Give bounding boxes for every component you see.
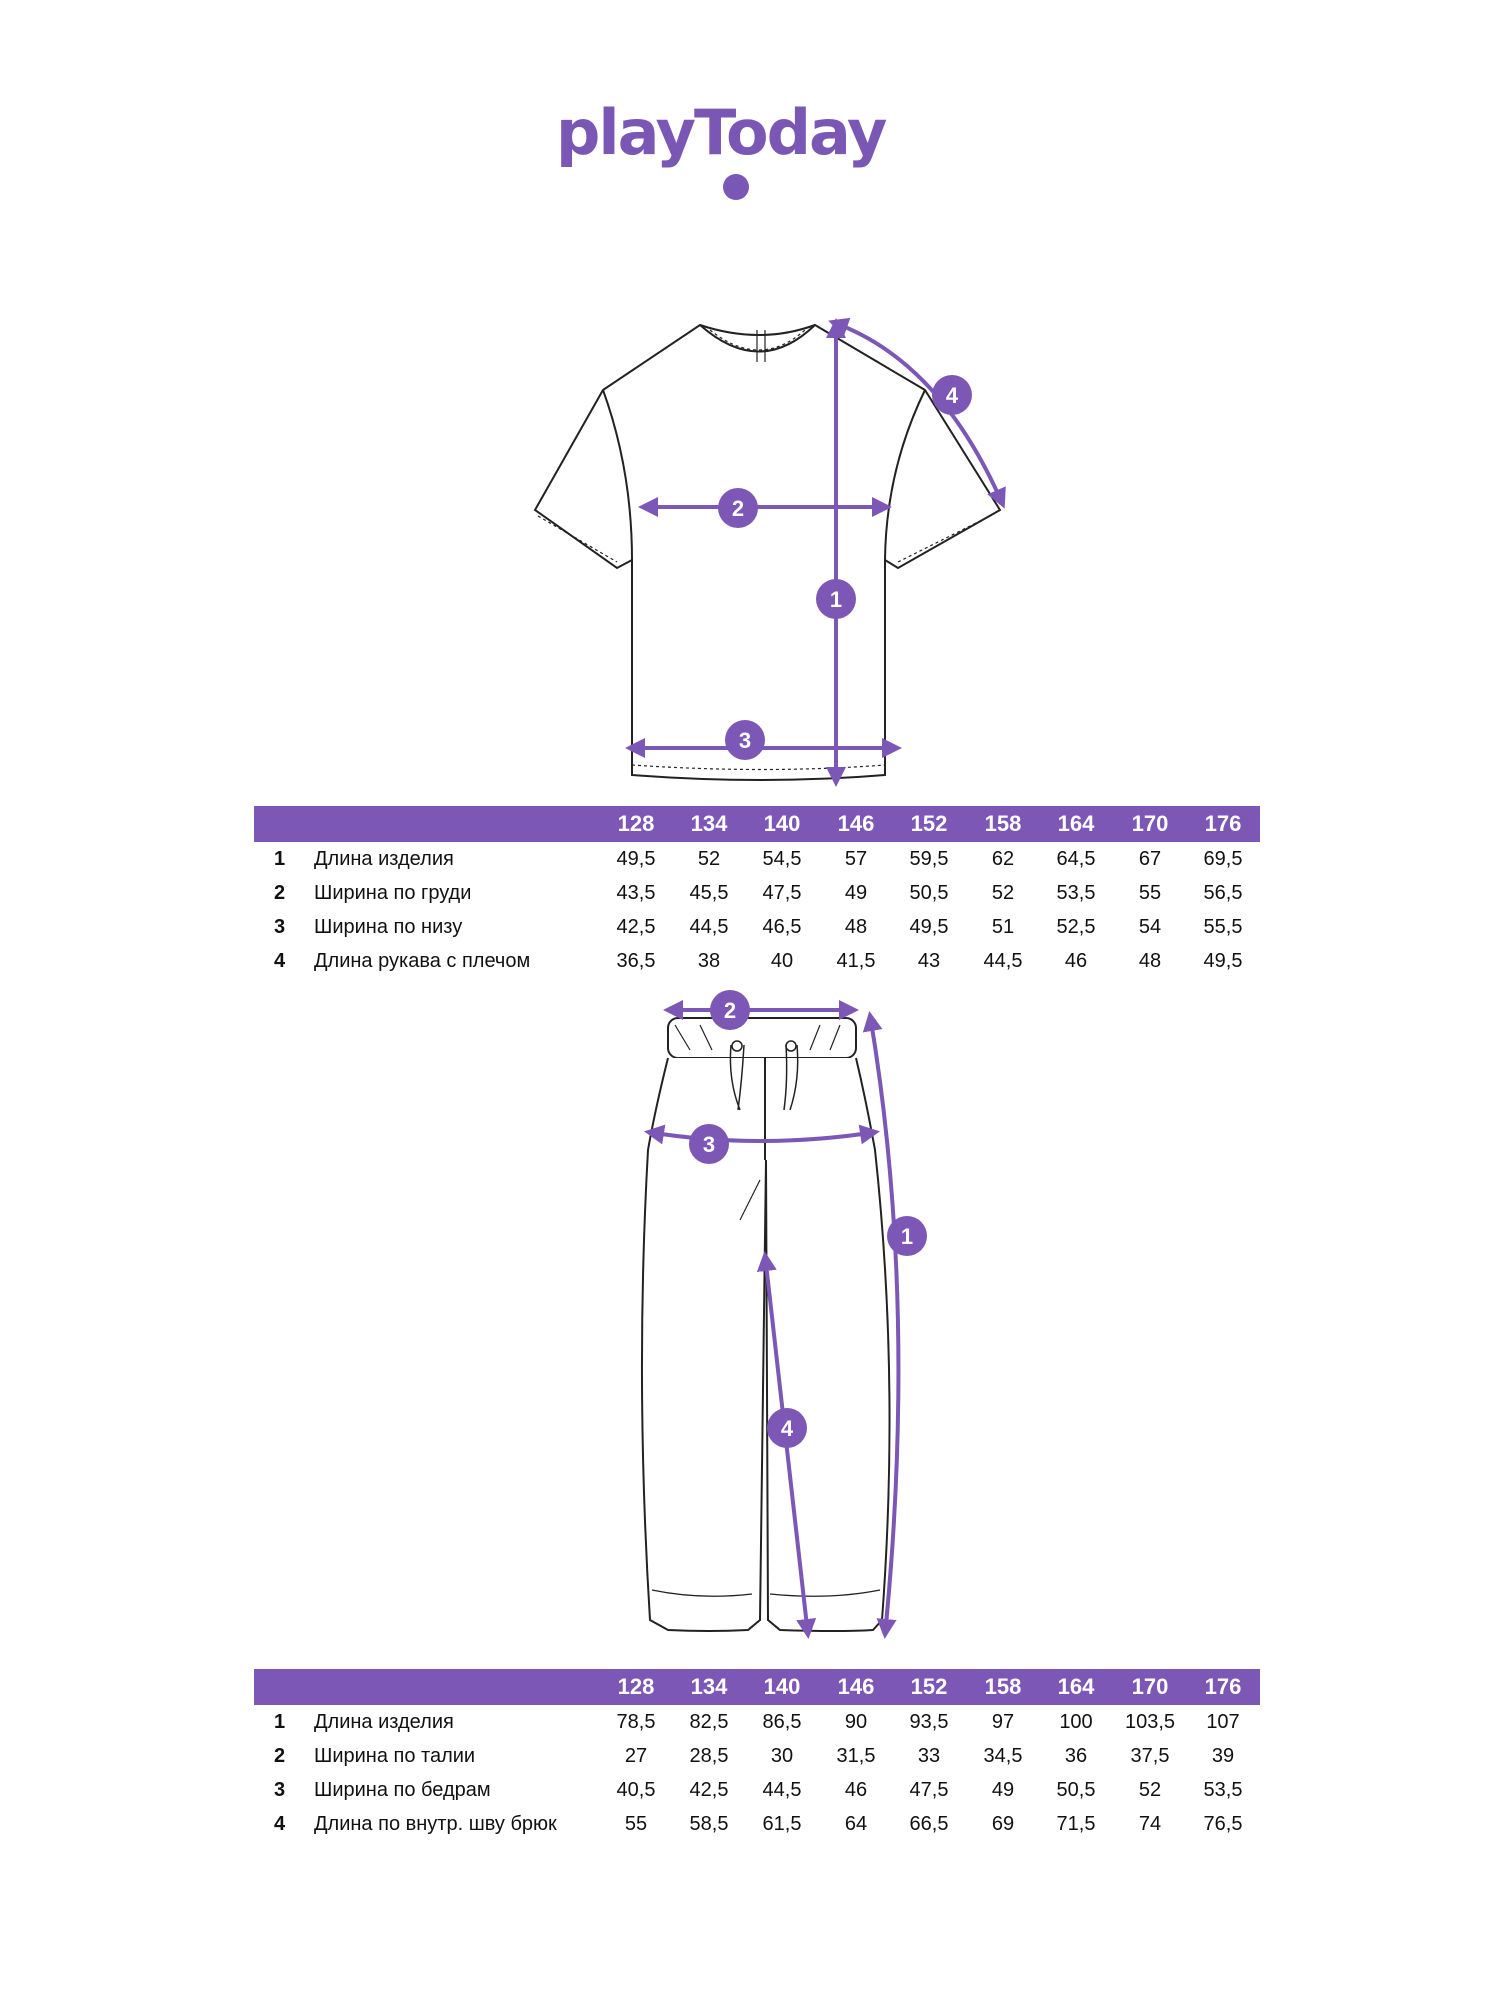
size-column-header: 140	[763, 811, 801, 836]
measurement-value: 52	[1138, 1779, 1162, 1801]
size-column-header: 128	[617, 811, 655, 836]
pants-marker-3: 3	[702, 1132, 716, 1157]
measurement-value: 31,5	[836, 1745, 876, 1767]
measurement-value: 67	[1138, 848, 1162, 870]
row-label: Ширина по бедрам	[314, 1779, 491, 1801]
measurement-value: 36	[1064, 1745, 1088, 1767]
measurement-value: 52,5	[1056, 916, 1096, 938]
measurement-value: 69	[991, 1813, 1015, 1835]
measurement-value: 50,5	[909, 882, 949, 904]
row-number: 3	[274, 916, 286, 938]
measurement-value: 71,5	[1056, 1813, 1096, 1835]
measurement-value: 53,5	[1056, 882, 1096, 904]
measurement-value: 47,5	[909, 1779, 949, 1801]
row-label: Длина по внутр. шву брюк	[314, 1813, 557, 1835]
size-column-header: 176	[1204, 1674, 1242, 1699]
measurement-value: 40,5	[616, 1779, 656, 1801]
measurement-value: 48	[1138, 950, 1162, 972]
measurement-value: 45,5	[689, 882, 729, 904]
table-row	[254, 876, 1260, 910]
measurement-value: 78,5	[616, 1711, 656, 1733]
measurement-value: 49,5	[909, 916, 949, 938]
measurement-value: 57	[844, 848, 868, 870]
size-column-header: 158	[984, 1674, 1022, 1699]
row-label: Длина изделия	[314, 848, 454, 870]
table-row	[254, 944, 1260, 978]
size-column-header: 134	[690, 1674, 728, 1699]
table-row	[254, 910, 1260, 944]
measurement-value: 51	[991, 916, 1015, 938]
measurement-value: 38	[697, 950, 721, 972]
row-number: 1	[274, 1711, 286, 1733]
size-column-header: 140	[763, 1674, 801, 1699]
row-number: 1	[274, 848, 286, 870]
measurement-value: 59,5	[909, 848, 949, 870]
row-number: 4	[274, 1813, 286, 1835]
table-row	[254, 842, 1260, 876]
row-label: Ширина по груди	[314, 882, 472, 904]
size-column-header: 170	[1131, 1674, 1169, 1699]
tshirt-marker-2: 2	[731, 496, 745, 521]
measurement-value: 64	[844, 1813, 868, 1835]
measurement-value: 53,5	[1203, 1779, 1243, 1801]
measurement-value: 44,5	[983, 950, 1023, 972]
measurement-value: 48	[844, 916, 868, 938]
measurement-value: 36,5	[616, 950, 656, 972]
size-header	[254, 1669, 1260, 1705]
measurement-value: 103,5	[1124, 1711, 1176, 1733]
size-column-header: 146	[837, 1674, 875, 1699]
measurement-value: 34,5	[983, 1745, 1023, 1767]
measurement-value: 42,5	[616, 916, 656, 938]
size-column-header: 158	[984, 811, 1022, 836]
measurement-value: 97	[991, 1711, 1015, 1733]
size-column-header: 164	[1057, 1674, 1095, 1699]
table-row	[254, 1739, 1260, 1773]
measurement-value: 61,5	[762, 1813, 802, 1835]
tshirt-marker-1: 1	[829, 587, 843, 612]
measurement-value: 46	[1064, 950, 1088, 972]
measurement-value: 107	[1206, 1711, 1240, 1733]
measurement-value: 49,5	[616, 848, 656, 870]
measurement-value: 37,5	[1130, 1745, 1170, 1767]
pants-size-table	[254, 1669, 1260, 1841]
measurement-value: 55	[1138, 882, 1162, 904]
measurement-value: 52	[697, 848, 721, 870]
measurement-value: 54	[1138, 916, 1162, 938]
row-number: 2	[274, 882, 286, 904]
brand-logo-text: playToday	[556, 96, 886, 169]
measurement-value: 55	[624, 1813, 648, 1835]
measurement-value: 33	[917, 1745, 941, 1767]
measurement-value: 50,5	[1056, 1779, 1096, 1801]
measurement-value: 55,5	[1203, 916, 1243, 938]
tshirt-drawing	[535, 325, 1000, 780]
table-row	[254, 1705, 1260, 1739]
row-label: Длина рукава с плечом	[314, 950, 531, 972]
measurement-value: 82,5	[689, 1711, 729, 1733]
row-number: 3	[274, 1779, 286, 1801]
size-column-header: 152	[910, 811, 948, 836]
measurement-value: 58,5	[689, 1813, 729, 1835]
measurement-value: 41,5	[836, 950, 876, 972]
measurement-value: 30	[770, 1745, 794, 1767]
size-column-header: 176	[1204, 811, 1242, 836]
measurement-value: 46,5	[762, 916, 802, 938]
measurement-value: 100	[1059, 1711, 1093, 1733]
measurement-value: 93,5	[909, 1711, 949, 1733]
measurement-value: 54,5	[762, 848, 802, 870]
row-label: Длина изделия	[314, 1711, 454, 1733]
table-row	[254, 1807, 1260, 1841]
measurement-value: 69,5	[1203, 848, 1243, 870]
measurement-value: 49	[844, 882, 868, 904]
measurement-value: 49,5	[1203, 950, 1243, 972]
row-number: 4	[274, 950, 286, 972]
measurement-value: 74	[1138, 1813, 1162, 1835]
measurement-value: 56,5	[1203, 882, 1243, 904]
measurement-value: 52	[991, 882, 1015, 904]
pants-marker-4: 4	[780, 1416, 794, 1441]
measurement-value: 27	[624, 1745, 648, 1767]
measurement-value: 64,5	[1056, 848, 1096, 870]
measurement-value: 44,5	[689, 916, 729, 938]
measurement-value: 76,5	[1203, 1813, 1243, 1835]
row-label: Ширина по талии	[314, 1745, 476, 1767]
size-column-header: 134	[690, 811, 728, 836]
table-row	[254, 1773, 1260, 1807]
tshirt-size-table	[254, 806, 1260, 978]
measurement-value: 28,5	[689, 1745, 729, 1767]
size-column-header: 128	[617, 1674, 655, 1699]
measurement-value: 47,5	[762, 882, 802, 904]
measurement-value: 43	[917, 950, 941, 972]
measurement-value: 46	[844, 1779, 868, 1801]
measurement-value: 49	[991, 1779, 1015, 1801]
row-label: Ширина по низу	[314, 916, 463, 938]
measurement-value: 90	[844, 1711, 868, 1733]
measurement-value: 39	[1211, 1745, 1235, 1767]
tshirt-marker-3: 3	[738, 728, 752, 753]
measurement-value: 42,5	[689, 1779, 729, 1801]
pants-marker-1: 1	[900, 1224, 914, 1249]
size-column-header: 164	[1057, 811, 1095, 836]
measurement-value: 43,5	[616, 882, 656, 904]
size-column-header: 146	[837, 811, 875, 836]
measurement-value: 40	[770, 950, 794, 972]
measurement-value: 44,5	[762, 1779, 802, 1801]
measurement-value: 86,5	[762, 1711, 802, 1733]
measurement-value: 62	[991, 848, 1015, 870]
pants-marker-2: 2	[723, 998, 737, 1023]
pants-drawing	[642, 1018, 890, 1631]
size-header	[254, 806, 1260, 842]
tshirt-marker-4: 4	[945, 383, 959, 408]
measurement-value: 66,5	[909, 1813, 949, 1835]
size-column-header: 170	[1131, 811, 1169, 836]
row-number: 2	[274, 1745, 286, 1767]
size-column-header: 152	[910, 1674, 948, 1699]
